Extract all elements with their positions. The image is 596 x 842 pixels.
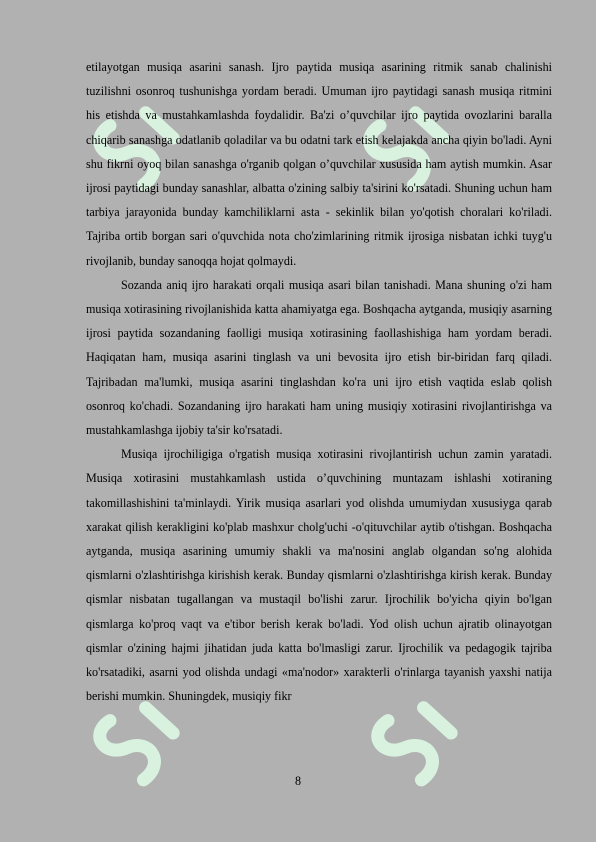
paragraph-memory-training: Musiqa ijrochiligiga o'rgatish musiqa xotirasini rivojlantirish uchun zamin yaratadi. Musiqa xotirasini mustahkamlash ustida o’quvchining muntazam ishlashi xotiraning takomillashishini ta'minlaydi. Yirik musiqa asarlari yod olishda umumiydan xususiyga qarab xarakat qilish kerakligini ko'plab mashxur cholg'uchi -o'qituvchilar aytib o'tishgan. Boshqacha aytganda, musiqa asarining umumiy shakli va ma'nosini anglab olgandan so'ng alohida qismlarni o'zlashtirishga kirishish kerak. Bunday qismlarni o'zlashtirishga kirish kerak. Bunday qismlar nisbatan tugallangan va mustaqil bo'lishi zarur. Ijrochilik bo'yicha qiyin bo'lgan qismlarga ko'proq vaqt va e'tibor berish kerak bo'ladi. Yod olish uchun ajratib olinayotgan qismlar o'zining hajmi jihatidan juda katta bo'lmasligi zarur. Ijrochilik va pedagogik tajriba ko'rsatadiki, asarni yod olishda undagi «ma'nodor» xarakterli o'rinlarga tayanish yaxshi natija berishi mumkin. Shuningdek, musiqiy fikr	[86, 447, 552, 704]
page-number: 8	[294, 774, 302, 788]
body-text	[86, 55, 552, 708]
paragraph-performance-action: Sozanda aniq ijro harakati orqali musiqa asari bilan tanishadi. Mana shuning o'zi ham musiqa xotirasining rivojlanishida katta ahamiyatga ega. Boshqacha aytganda, musiqiy asarning ijrosi paytida sozandaning faolligi musiqa xotirasining faollashishiga ham yordam beradi. Haqiqatan ham, musiqa asarini tinglash va uni bevosita ijro etish bir-biridan farq qiladi. Tajribadan ma'lumki, musiqa asarini tinglashdan ko'ra uni ijro etish vaqtida eslab qolish osonroq ko'chadi. Sozandaning ijro harakati ham uning musiqiy xotirasini rivojlantirishga va mustahkamlashga ijobiy ta'sir ko'rsatadi.	[86, 277, 552, 438]
paragraph-rhythmic-counting: etilayotgan musiqa asarini sanash. Ijro paytida musiqa asarining ritmik sanab chalinishi tuzilishni osonroq tushunishga yordam beradi. Umuman ijro paytidagi sanash musiqa ritmini his etishda va mustahkamlashda foydalidir. Ba'zi o’quvchilar ijro paytida ovozlarini baralla chiqarib sanashga odatlanib qoladilar va bu odatni tark etish kelajakda ancha qiyin bo'ladi. Ayni shu fikrni oyoq bilan sanashga o'rganib qolgan o’quvchilar xususida ham aytish mumkin. Asar ijrosi paytidagi bunday sanashlar, albatta o'zining salbiy ta'sirini ko'rsatadi. Shuning uchun ham tarbiya jarayonida bunday kamchiliklarni asta - sekinlik bilan yo'qotish choralari ko'riladi. Tajriba ortib borgan sari o'quvchida nota cho'zimlarining ritmik ijrosiga nisbatan ichki tuyg'u rivojlanib, bunday sanoqqa hojat qolmaydi.	[86, 60, 552, 268]
